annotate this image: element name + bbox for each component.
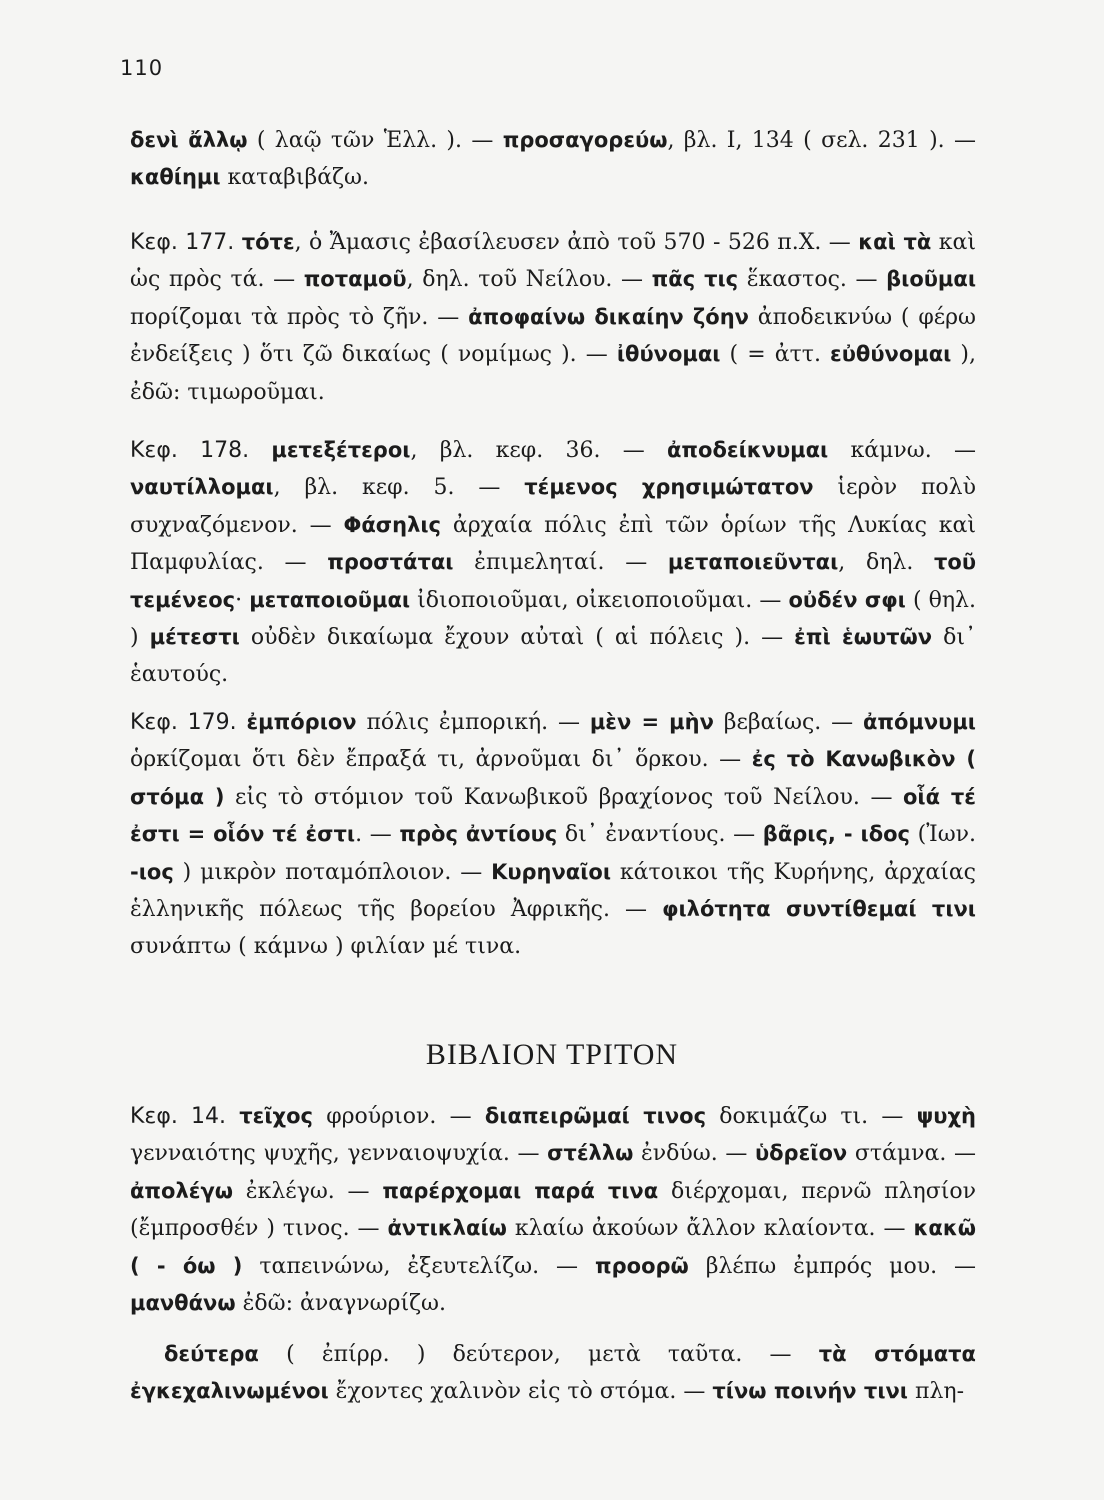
gloss-text: , βλ. Ι, 134 ( σελ. 231 ). — xyxy=(667,128,977,153)
gloss-text: ἀρχαία πόλις ἐπὶ τῶν ὁρίων τῆς Λυκίας καὶ Παμφυλίας. — xyxy=(130,512,976,576)
glossary-paragraph xyxy=(130,122,976,197)
gloss-text: δι᾽ ἐναντίους. — xyxy=(557,822,763,848)
headword: βᾶρις, - ιδος xyxy=(762,822,911,847)
headword: μέτεστι xyxy=(149,625,240,650)
gloss-text: κλαίω ἀκούων ἄλλον κλαίοντα. — xyxy=(506,1216,914,1242)
gloss-text: ( ἐπίρρ. ) δεύτερον, μετὰ ταῦτα. — xyxy=(258,1342,819,1367)
gloss-text: , ὁ Ἄμασις ἐβασίλευσεν ἀπὸ τοῦ 570 - 526 π.Χ. — xyxy=(294,230,859,255)
headword: ἀπόμνυμι xyxy=(862,710,976,734)
headword: μανθάνω xyxy=(130,1291,236,1316)
gloss-text: (Ἰων. xyxy=(910,822,977,848)
gloss-text: ( λαῷ τῶν Ἑλλ. ). — xyxy=(247,128,503,153)
headword: ἀποδείκνυμαι xyxy=(667,438,829,462)
headword: τεῖχος xyxy=(239,1104,313,1128)
headword: ἐπὶ ἑωυτῶν xyxy=(794,625,933,650)
gloss-text: , βλ. κεφ. 5. — xyxy=(273,475,525,501)
glossary-paragraph xyxy=(130,432,976,694)
headword: μεταποιεῦνται xyxy=(667,550,839,575)
glossary-paragraph xyxy=(130,1336,976,1411)
headword: μετεξέτεροι xyxy=(271,438,411,462)
headword: Κυρηναῖοι xyxy=(491,859,612,884)
headword: κακῶ ( - όω ) xyxy=(130,1216,976,1278)
section-heading: ΒΙΒΛΙΟΝ ΤΡΙΤΟΝ xyxy=(425,1038,679,1071)
headword: τότε xyxy=(241,230,295,254)
headword: ἐμπόριον xyxy=(246,710,357,734)
gloss-text: εἰς τὸ στόμιον τοῦ Κανωβικοῦ βραχίονος τοῦ Νείλου. — xyxy=(224,784,903,810)
gloss-text: καταβιβάζω. xyxy=(220,165,369,191)
headword: δεύτερα xyxy=(164,1342,259,1366)
headword: πρὸς ἀντίους xyxy=(399,822,558,847)
gloss-text: στάμνα. — xyxy=(847,1141,977,1167)
gloss-text: καὶ ὡς πρὸς τά. — xyxy=(130,230,976,293)
headword: ψυχὴ xyxy=(916,1104,976,1128)
gloss-text xyxy=(237,710,247,735)
headword: στέλλω xyxy=(547,1141,634,1166)
headword: τίνω ποινήν τινι xyxy=(712,1379,908,1404)
gloss-text xyxy=(226,1104,239,1129)
gloss-text: ( = ἀττ. xyxy=(720,342,831,368)
gloss-text: βεβαίως. — xyxy=(713,710,863,735)
headword: ὑδρεῖον xyxy=(754,1141,848,1166)
gloss-text: . — xyxy=(355,822,400,848)
chapter-label: Κεφ. 177. xyxy=(130,230,235,255)
headword: ἀποφαίνω δικαίην ζόην xyxy=(468,304,749,329)
headword: τὰ στόματα ἐγκεχαλινωμένοι xyxy=(130,1342,976,1404)
gloss-text: ἐνδύω. — xyxy=(633,1141,755,1167)
chapter-label: Κεφ. 179. xyxy=(130,710,237,735)
headword: ἐς τὸ Κανωβικὸν ( στόμα ) xyxy=(130,747,977,809)
headword: καθίημι xyxy=(130,165,221,190)
chapter-label: Κεφ. 178. xyxy=(130,438,250,463)
gloss-text: ), ἐδῶ: τιμωροῦμαι. xyxy=(130,342,976,405)
headword: καὶ τὰ xyxy=(858,230,932,254)
headword: παρέρχομαι παρά τινα xyxy=(382,1178,659,1203)
headword: οὐδέν σφι xyxy=(788,587,906,612)
page-number: 110 xyxy=(120,56,164,80)
gloss-text: πόλις ἐμπορική. — xyxy=(356,710,590,735)
headword: προορῶ xyxy=(595,1253,689,1278)
glossary-paragraph xyxy=(130,1098,976,1322)
headword: δενὶ ἄλλῳ xyxy=(130,128,248,152)
headword: φιλότητα συντίθεμαί τινι xyxy=(662,897,976,922)
headword: ἰθύνομαι xyxy=(616,342,721,367)
headword: ἀντικλαίω xyxy=(387,1216,507,1241)
gloss-text: ταπεινώνω, ἐξευτελίζω. — xyxy=(242,1253,595,1279)
gloss-text: κάτοικοι τῆς Κυρήνης, ἀρχαίας ἑλληνικῆς πόλεως τῆς βορείου Ἀφρικῆς. — xyxy=(130,859,976,923)
gloss-text: γενναιότης ψυχῆς, γενναιοψυχία. — xyxy=(130,1141,548,1167)
headword: πᾶς τις xyxy=(651,267,739,292)
gloss-text: ἰδιοποιοῦμαι, οἰκειοποιοῦμαι. — xyxy=(410,587,789,613)
glossary-paragraph xyxy=(130,704,976,966)
gloss-text: ἀποδεικνύω ( φέρω ἐνδείξεις ) ὅτι ζῶ δικαίως ( νομίμως ). — xyxy=(130,304,976,368)
gloss-text: ) μικρὸν ποταμόπλοιον. — xyxy=(173,859,492,885)
gloss-text: ἕκαστος. — xyxy=(738,267,887,293)
gloss-text: φρούριον. — xyxy=(312,1104,485,1129)
headword: ἀπολέγω xyxy=(130,1178,234,1203)
gloss-text: κάμνω. — xyxy=(828,438,976,463)
headword: τοῦ τεμένεος xyxy=(130,550,977,612)
headword: ποταμοῦ xyxy=(303,267,407,292)
headword: προστάται xyxy=(327,550,454,575)
gloss-text: , δηλ. xyxy=(838,550,934,576)
gloss-text: · xyxy=(235,587,250,613)
gloss-text: δοκιμάζω τι. — xyxy=(706,1104,917,1129)
headword: -ιος xyxy=(130,859,174,884)
gloss-text: οὐδὲν δικαίωμα ἔχουν αὐταὶ ( αἱ πόλεις ). — xyxy=(239,625,795,651)
glossary-paragraph xyxy=(130,224,976,411)
gloss-text: , δηλ. τοῦ Νείλου. — xyxy=(406,267,652,293)
gloss-text: ἐκλέγω. — xyxy=(233,1178,383,1204)
gloss-text: βλέπω ἐμπρός μου. — xyxy=(688,1253,977,1279)
gloss-text xyxy=(249,438,271,463)
gloss-text: πορίζομαι τὰ πρὸς τὸ ζῆν. — xyxy=(130,304,469,330)
gloss-text: , βλ. κεφ. 36. — xyxy=(410,438,667,463)
headword: προσαγορεύω xyxy=(502,128,668,152)
headword: τέμενος χρησιμώτατον xyxy=(524,475,814,500)
gloss-text: διέρχομαι, περνῶ πλησίον (ἔμπροσθέν ) τινος. — xyxy=(130,1178,977,1242)
headword: διαπειρῶμαί τινος xyxy=(484,1104,707,1128)
headword: μὲν = μὴν xyxy=(589,710,714,734)
chapter-label: Κεφ. 14. xyxy=(130,1104,227,1129)
gloss-text: ἱερὸν πολὺ συχναζόμενον. — xyxy=(130,475,976,538)
headword: ναυτίλλομαι xyxy=(130,475,274,500)
gloss-text: συνάπτω ( κάμνω ) φιλίαν μέ τινα. xyxy=(130,934,522,960)
headword: μεταποιοῦμαι xyxy=(249,587,411,612)
gloss-text xyxy=(234,230,241,255)
gloss-text: ἐπιμεληταί. — xyxy=(453,550,668,576)
headword: βιοῦμαι xyxy=(886,267,976,292)
gloss-text: ( θηλ. ) xyxy=(130,587,976,651)
gloss-text: ὁρκίζομαι ὅτι δὲν ἔπραξά τι, ἀρνοῦμαι δι᾽ ὅρκου. — xyxy=(130,747,752,773)
headword: Φάσηλις xyxy=(343,512,441,537)
gloss-text: ἐδῶ: ἀναγνωρίζω. xyxy=(235,1291,446,1317)
headword: οἷά τέ ἐστι = οἷόν τέ ἐστι xyxy=(130,784,976,847)
gloss-text: δι᾽ ἑαυτούς. xyxy=(130,625,977,688)
gloss-text: ἔχοντες χαλινὸν εἰς τὸ στόμα. — xyxy=(328,1379,713,1405)
headword: εὐθύνομαι xyxy=(830,342,952,367)
gloss-text: πλη- xyxy=(908,1379,965,1405)
